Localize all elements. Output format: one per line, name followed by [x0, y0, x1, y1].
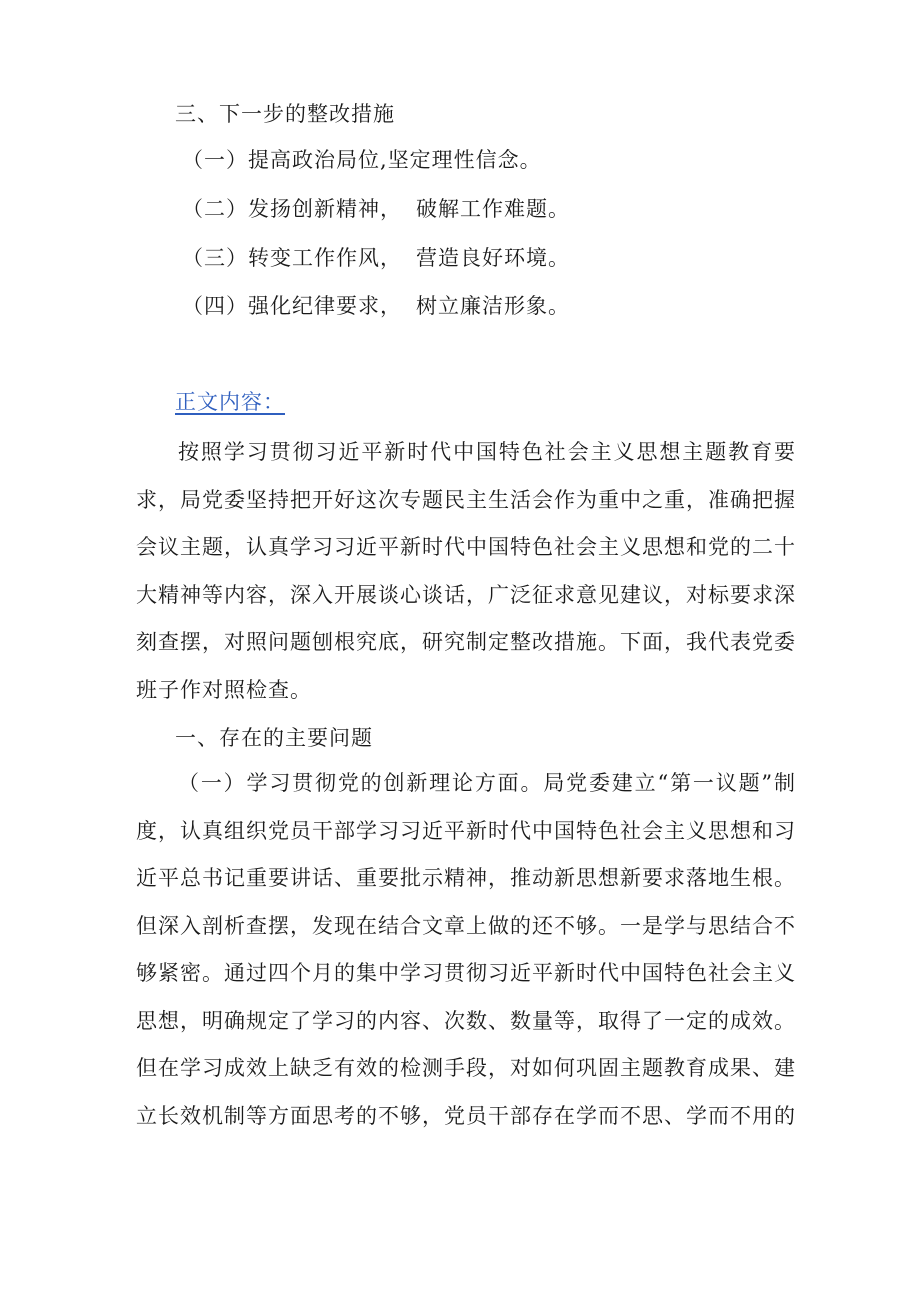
- measure-item-4: [182, 291, 570, 321]
- measure-item-separator: ，: [380, 197, 402, 221]
- section-one-heading: 一、存在的主要问题: [175, 726, 373, 750]
- measure-item-part-b: 坚定理性信念。: [387, 148, 542, 172]
- measure-item-separator: ，: [380, 294, 402, 318]
- measure-item-part-b: 营造良好环境。: [416, 246, 570, 270]
- measure-item-part-a: 提高政治局位: [248, 148, 380, 172]
- section-one-paragraph: （一）学习贯彻党的创新理论方面。局党委建立“第一议题”制度，认真组织党员干部学习习近平新时代中国特色社会主义思想和习近平总书记重要讲话、重要批示精神，推动新思想新要求落地生根。但深入剖析查摆，发现在结合文章上做的还不够。一是学与思结合不够紧密。通过四个月的集中学习贯彻习近平新时代中国特色社会主义思想，明确规定了学习的内容、次数、数量等，取得了一定的成效。但在学习成效上缺乏有效的检测手段，对如何巩固主题教育成果、建立长效机制等方面思考的不够，党员干部存在学而不思、学而不用的: [136, 771, 796, 1128]
- measure-item-number: （三）: [182, 246, 248, 270]
- measure-item-2: [182, 194, 570, 224]
- measure-item-part-a: 转变工作作风: [248, 246, 380, 270]
- measure-item-3: [182, 243, 570, 273]
- measure-item-1: [182, 145, 542, 175]
- intro-paragraph: 按照学习贯彻习近平新时代中国特色社会主义思想主题教育要求，局党委坚持把开好这次专题民主生活会作为重中之重，准确把握会议主题，认真学习习近平新时代中国特色社会主义思想和党的二十大精神等内容，深入开展谈心谈话，广泛征求意见建议，对标要求深刻查摆，对照问题刨根究底，研究制定整改措施。下面，我代表党委班子作对照检查。: [136, 440, 796, 702]
- measure-item-part-a: 发扬创新精神: [248, 197, 380, 221]
- measure-item-number: （一）: [182, 148, 248, 172]
- measure-item-separator: ,: [380, 148, 388, 172]
- measure-item-part-b: 破解工作难题。: [416, 197, 570, 221]
- measures-title: 三、下一步的整改措施: [175, 102, 395, 126]
- measure-item-number: （四）: [182, 294, 248, 318]
- measure-item-number: （二）: [182, 197, 248, 221]
- measure-item-separator: ，: [380, 246, 402, 270]
- measure-item-part-a: 强化纪律要求: [248, 294, 380, 318]
- measure-item-part-b: 树立廉洁形象。: [416, 294, 570, 318]
- content-link[interactable]: 正文内容：: [175, 390, 285, 414]
